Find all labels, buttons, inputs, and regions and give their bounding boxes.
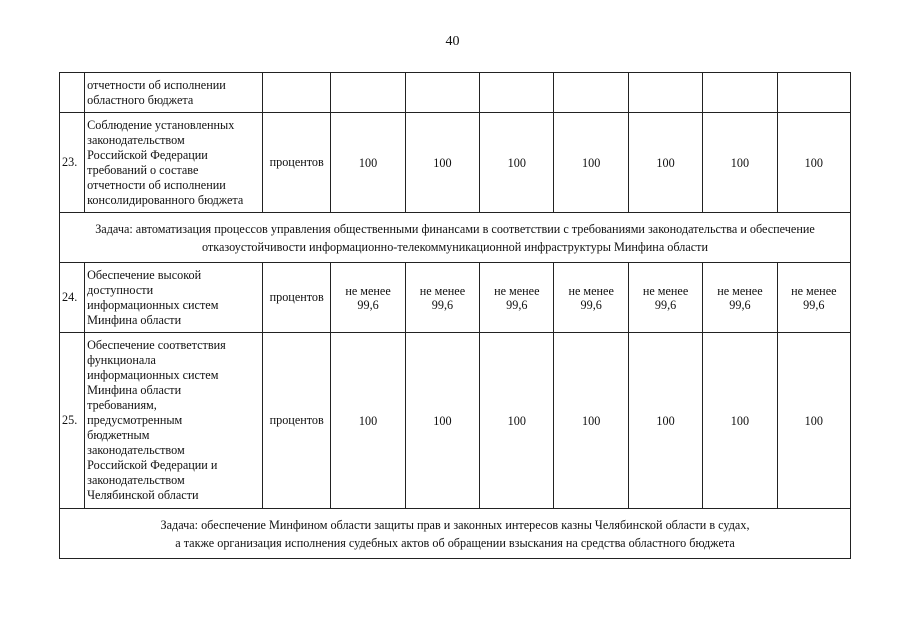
indicator-name-line: отчетности об исполнении: [87, 177, 226, 192]
value-line: 99,6: [506, 297, 528, 312]
row-number: 25.: [60, 333, 85, 509]
indicator-name: [85, 113, 263, 213]
row-number: 24.: [60, 263, 85, 333]
value-cell: 100: [405, 333, 479, 509]
value-line: не менее: [494, 283, 540, 298]
indicator-name-line: Обеспечение соответствия: [87, 338, 226, 352]
value-cell: 100: [480, 113, 554, 213]
page-number: 40: [445, 34, 460, 49]
value-cell: 100: [554, 113, 628, 213]
unit-cell: процентов: [263, 263, 331, 333]
indicator-name-line: законодательством: [87, 132, 185, 147]
indicator-row: [60, 333, 851, 509]
value-line: 99,6: [357, 297, 379, 312]
table-body: [60, 73, 851, 559]
task-line: а также организация исполнения судебных актов об обращении взыскания на средства областного бюджета: [175, 535, 735, 550]
indicator-name-line: Минфина области: [87, 383, 182, 397]
value-cell: 100: [628, 113, 702, 213]
indicator-name-line: информационных систем: [87, 297, 219, 312]
value-line: не менее: [791, 283, 837, 298]
value-cell: [777, 263, 850, 333]
value-cell: [331, 263, 405, 333]
value-cell: [554, 263, 628, 333]
task-line: отказоустойчивости информационно-телекоммуникационной инфраструктуры Минфина области: [201, 239, 709, 254]
indicator-name: [85, 333, 263, 509]
value-cell: [405, 263, 479, 333]
task-text: [60, 213, 851, 263]
value-cell: [628, 263, 702, 333]
row-number: [60, 73, 85, 113]
task-text: [60, 509, 851, 559]
value-cell: 100: [628, 333, 702, 509]
value-cell: 100: [777, 113, 850, 213]
indicator-name-line: отчетности об исполнении: [87, 77, 226, 92]
indicator-name-line: Обеспечение высокой: [87, 267, 202, 282]
indicator-name-line: консолидированного бюджета: [87, 192, 244, 207]
value-cell: 100: [703, 113, 777, 213]
indicator-name-line: Челябинской области: [87, 488, 199, 502]
indicator-name-line: функционала: [87, 353, 156, 367]
task-line: Задача: обеспечение Минфином области защиты прав и законных интересов казны Челябинской области в судах,: [160, 517, 750, 532]
indicator-name-line: доступности: [87, 282, 154, 297]
unit-cell: [263, 73, 331, 113]
unit-cell: процентов: [263, 333, 331, 509]
value-line: 99,6: [431, 297, 454, 312]
unit-cell: процентов: [263, 113, 331, 213]
indicator-name-line: областного бюджета: [87, 92, 194, 107]
indicator-name-line: требованиям,: [87, 398, 157, 412]
value-cell: [703, 73, 777, 113]
value-line: не менее: [568, 283, 614, 298]
value-cell: 100: [554, 333, 628, 509]
value-line: не менее: [717, 283, 763, 298]
value-line: 99,6: [654, 297, 677, 312]
indicators-table: [59, 72, 851, 559]
value-cell: 100: [703, 333, 777, 509]
indicator-name-line: законодательством: [87, 443, 185, 457]
value-cell: [628, 73, 702, 113]
indicator-name-line: Российской Федерации: [87, 147, 208, 162]
indicator-name-line: Соблюдение установленных: [87, 117, 235, 132]
indicator-row: [60, 73, 851, 113]
indicator-name-line: Минфина области: [87, 312, 182, 327]
value-cell: [480, 73, 554, 113]
value-cell: [405, 73, 479, 113]
indicator-name-line: требований о составе: [87, 162, 199, 177]
indicator-name-line: Российской Федерации и: [87, 458, 218, 472]
value-cell: [703, 263, 777, 333]
indicator-name-line: законодательством: [87, 473, 185, 487]
value-cell: [554, 73, 628, 113]
value-line: 99,6: [803, 297, 825, 312]
row-number: 23.: [60, 113, 85, 213]
value-cell: [777, 73, 850, 113]
value-cell: 100: [405, 113, 479, 213]
indicator-row: [60, 113, 851, 213]
task-row: [60, 213, 851, 263]
task-line: Задача: автоматизация процессов управления общественными финансами в соответствии с требованиями законодательства и обеспечение: [95, 221, 815, 236]
indicator-name-line: предусмотренным: [87, 413, 183, 427]
value-line: 99,6: [729, 297, 751, 312]
task-row: [60, 509, 851, 559]
value-line: 99,6: [580, 297, 602, 312]
value-cell: 100: [331, 113, 405, 213]
value-cell: 100: [331, 333, 405, 509]
indicator-name-line: бюджетным: [87, 428, 150, 442]
value-cell: [331, 73, 405, 113]
indicator-name-line: информационных систем: [87, 368, 219, 382]
indicator-name: [85, 73, 263, 113]
indicator-name: [85, 263, 263, 333]
value-line: не менее: [345, 283, 391, 298]
value-line: не менее: [419, 283, 466, 298]
value-cell: [480, 263, 554, 333]
value-cell: 100: [777, 333, 850, 509]
indicator-row: [60, 263, 851, 333]
value-line: не менее: [642, 283, 689, 298]
value-cell: 100: [480, 333, 554, 509]
